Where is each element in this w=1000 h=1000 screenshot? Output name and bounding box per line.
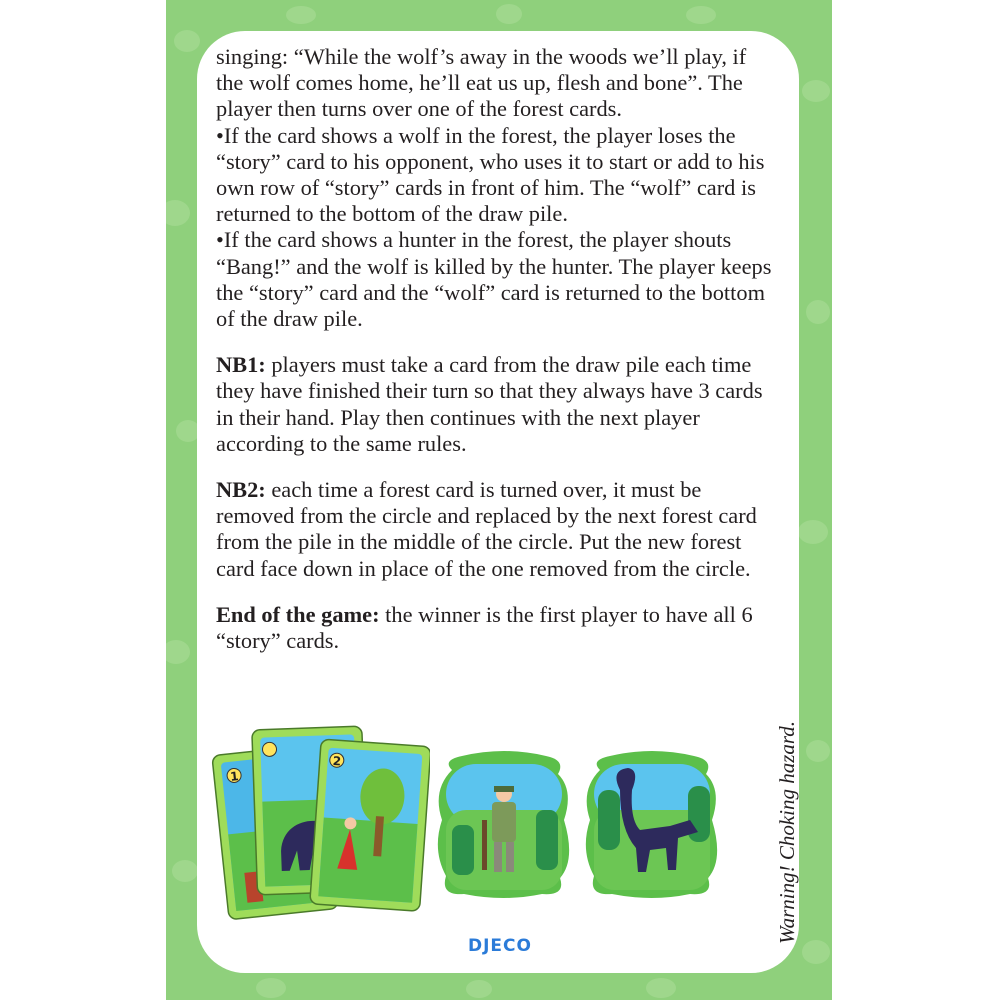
end-label: End of the game: [216, 601, 380, 627]
story-card-1-number: 1 [229, 769, 240, 784]
end-text: the winner is the first player to have all 6 “story” cards. [216, 601, 753, 654]
rules-paragraph-nb2 [216, 477, 776, 582]
story-card-3-number: 2 [332, 753, 342, 769]
rules-text [216, 44, 776, 654]
rules-paragraph-wolf: •If the card shows a wolf in the forest, the player loses the “story” card to his opponent, who uses it to start or add to his own row of “story” cards in front of him. The “wolf” card is returned to the bottom of the draw pile. [216, 122, 765, 227]
story-cards-illustration [210, 720, 430, 920]
djeco-logo: DJECO [468, 936, 532, 956]
rules-paragraph-singing: singing: “While the wolf’s away in the woods we’ll play, if the wolf comes home, he’ll eat us up, flesh and bone”. The player then turns over one of the forest cards. [216, 44, 747, 122]
hunter-forest-card [432, 750, 576, 900]
rules-paragraph-nb1 [216, 352, 776, 457]
story-card-3 [310, 739, 430, 911]
wolf-forest-card [580, 750, 724, 900]
nb2-label: NB2: [216, 477, 266, 503]
nb1-label: NB1: [216, 352, 266, 378]
nb1-text: players must take a card from the draw pile each time they have finished their turn so that they always have 3 cards in their hand. Play then continues with the next player according to the same rules. [216, 352, 763, 456]
rules-paragraph-hunter: •If the card shows a hunter in the forest, the player shouts “Bang!” and the wolf is killed by the hunter. The player keeps the “story” card and the “wolf” card is returned to the bottom of the draw pile. [216, 227, 772, 332]
nb2-text: each time a forest card is turned over, it must be removed from the circle and replaced by the next forest card from the pile in the middle of the circle. Put the new forest card face down in place of the one removed from the circle. [216, 477, 757, 581]
choking-hazard-warning: Warning! Choking hazard. [775, 720, 799, 944]
rules-paragraph-end [216, 602, 776, 654]
